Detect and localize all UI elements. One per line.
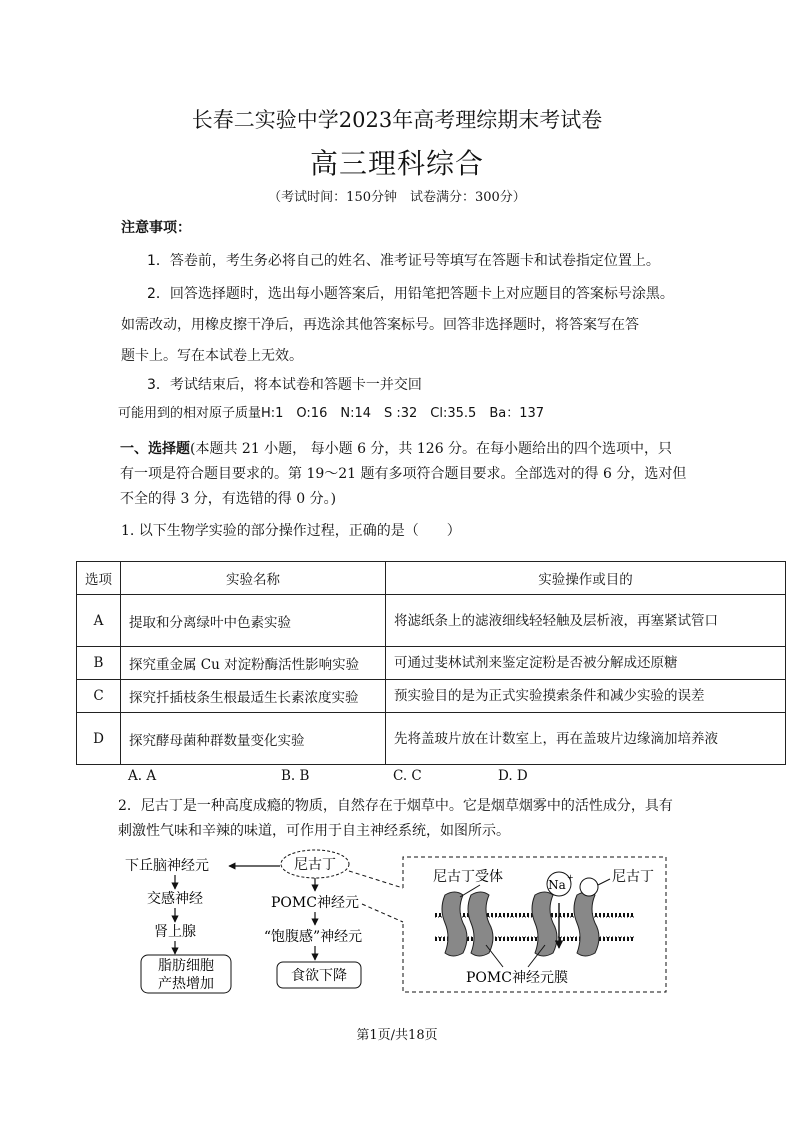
section-line1: (本题共 21 小题， 每小题 6 分，共 126 分。在每小题给出的四个选项中，只 (190, 441, 673, 457)
membrane-label: POMC神经元膜 (466, 970, 568, 986)
atomic-masses: 可能用到的相对原子质量H:1 O:16 N:14 S :32 Cl:35.5 Ba：137 (118, 406, 545, 421)
nicotine-label: 尼古丁 (294, 857, 336, 873)
na-label: Na (548, 878, 566, 892)
note-item: 2．回答选择题时，选出每小题答案后，用铅笔把答题卡上对应题目的答案标号涂黑。 (147, 286, 674, 302)
question-2-line2: 刺激性气味和辛辣的味道，可作用于自主神经系统，如图所示。 (118, 823, 510, 839)
callout-line (349, 871, 403, 888)
note-item: 题卡上。写在本试卷上无效。 (121, 348, 303, 364)
fat-cell-line1: 脂肪细胞 (158, 958, 214, 974)
satiety-label: “饱腹感”神经元 (263, 929, 363, 945)
question-2-line1: 2．尼古丁是一种高度成瘾的物质，自然存在于烟草中。它是烟草烟雾中的活性成分，具有 (118, 798, 673, 814)
callout-line (362, 904, 403, 922)
column-header: 选项 (77, 562, 121, 595)
question-1-stem: 1. 以下生物学实验的部分操作过程，正确的是（ ） (121, 523, 461, 539)
receptor-label: 尼古丁受体 (433, 869, 503, 885)
table-cell: 探究扦插枝条生根最适生长素浓度实验 (121, 680, 386, 713)
pointer-line (486, 945, 503, 967)
table-cell: 预实验目的是为正式实验摸索条件和减少实验的误差 (386, 680, 786, 713)
section-intro (120, 438, 672, 458)
adrenal-label: 肾上腺 (154, 924, 196, 940)
nicotine-molecule-icon (580, 878, 598, 896)
option-b: B. B (281, 768, 310, 784)
table-cell: 提取和分离绿叶中色素实验 (121, 595, 386, 647)
time-info: （考试时间：150分钟 试卷满分：300分） (268, 190, 526, 205)
pomc-label: POMC神经元 (271, 895, 359, 911)
column-header: 实验操作或目的 (386, 562, 786, 595)
table-cell: 探究酵母菌种群数量变化实验 (121, 713, 386, 765)
note-item: 3．考试结束后，将本试卷和答题卡一并交回 (147, 377, 422, 393)
column-header: 实验名称 (121, 562, 386, 595)
table-cell: 先将盖玻片放在计数室上，再在盖玻片边缘滴加培养液 (386, 713, 786, 765)
nicotine-pathway-diagram (115, 845, 675, 1000)
hypothalamus-label: 下丘脑神经元 (125, 858, 209, 874)
receptor-protein (442, 892, 467, 956)
table-row (77, 713, 786, 765)
fat-cell-line2: 产热增加 (158, 976, 214, 992)
table-cell: A (77, 595, 121, 647)
option-d: D. D (498, 768, 528, 784)
table-cell: B (77, 647, 121, 680)
appetite-label: 食欲下降 (291, 968, 347, 984)
table-row (77, 595, 786, 647)
sympathetic-label: 交感神经 (147, 891, 203, 907)
table-row (77, 680, 786, 713)
nicotine-right-label: 尼古丁 (612, 869, 654, 885)
table-header-row (77, 562, 786, 595)
na-charge: + (567, 873, 574, 882)
receptor-protein (468, 892, 493, 956)
table-cell: C (77, 680, 121, 713)
section-line2: 有一项是符合题目要求的。第 19～21 题有多项符合题目要求。全部选对的得 6 分，选对但 (120, 466, 687, 482)
table-cell: D (77, 713, 121, 765)
table-cell: 可通过斐林试剂来鉴定淀粉是否被分解成还原糖 (386, 647, 786, 680)
table-row (77, 647, 786, 680)
subject-title: 高三理科综合 (309, 147, 484, 180)
note-item: 1．答卷前，考生务必将自己的姓名、准考证号等填写在答题卡和试卷指定位置上。 (147, 253, 660, 269)
page-footer: 第1页/共18页 (356, 1028, 438, 1043)
receptor-protein (574, 892, 599, 956)
pointer-line (598, 879, 610, 885)
exam-title: 长春二实验中学2023年高考理综期末考试卷 (191, 108, 603, 132)
notes-heading: 注意事项： (121, 220, 191, 236)
note-item: 如需改动，用橡皮擦干净后，再选涂其他答案标号。回答非选择题时，将答案写在答 (121, 317, 639, 333)
option-a: A. A (128, 768, 157, 784)
experiment-table (76, 561, 786, 765)
table-cell: 将滤纸条上的滤液细线轻轻触及层析液，再塞紧试管口 (386, 595, 786, 647)
option-c: C. C (393, 768, 422, 784)
section-heading: 一、选择题 (120, 441, 190, 457)
section-line3: 不全的得 3 分，有选错的得 0 分。) (120, 491, 337, 507)
table-cell: 探究重金属 Cu 对淀粉酶活性影响实验 (121, 647, 386, 680)
